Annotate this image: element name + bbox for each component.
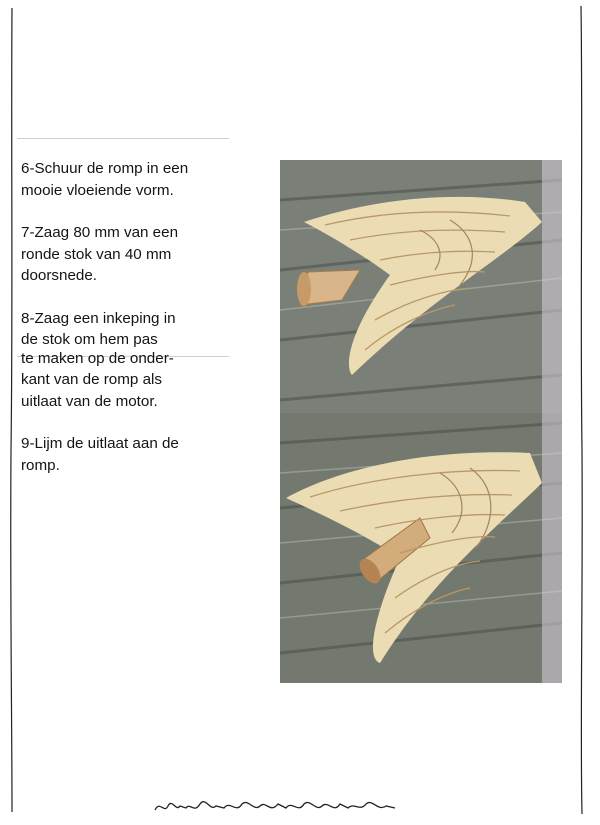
step-8-continued: te maken op de onder- kant van de romp als uitlaat van de motor.	[21, 349, 174, 410]
photo-romp-met-gelijmde-uitlaat	[280, 413, 562, 683]
instruction-steps	[21, 158, 226, 497]
step-6: 6-Schuur de romp in een mooie vloeiende vorm.	[21, 160, 189, 199]
paste-edge-top	[17, 138, 229, 139]
step-8: 8-Zaag een inkeping in de stok om hem pas	[21, 309, 176, 348]
step-9: 9-Lijm de uitlaat aan de romp.	[21, 435, 179, 474]
photo-romp-met-losse-stok	[280, 160, 562, 413]
step-7: 7-Zaag 80 mm van een ronde stok van 40 mm doorsnede.	[21, 224, 179, 284]
